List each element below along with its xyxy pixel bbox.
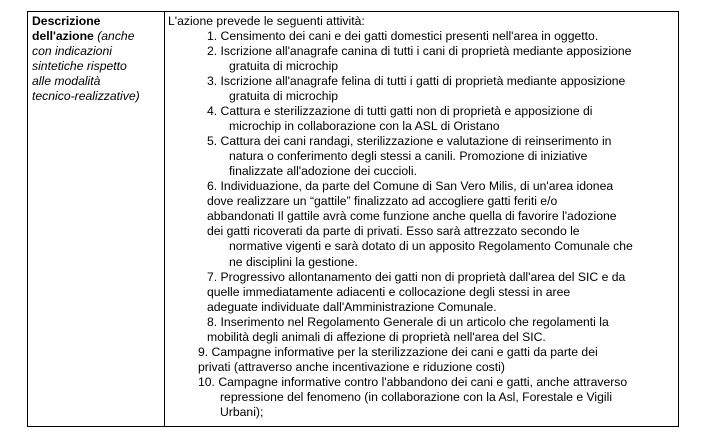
activity-line: 9. Campagne informative per la sterilizzazione dei cani e gatti da parte dei: [198, 344, 598, 359]
activity-line: 6. Individuazione, da parte del Comune di San Vero Milis, di un'area idonea: [207, 179, 614, 194]
field-label-note-line: tecnico-realizzative): [32, 89, 140, 103]
activity-line: gratuita di microchip: [229, 88, 339, 103]
activity-line: ne disciplini la gestione.: [229, 254, 358, 269]
activity-line: 8. Inserimento nel Regolamento Generale di un articolo che regolamenti la: [207, 314, 609, 329]
activity-line: mobilità degli animali di affezione di proprietà nell'area del SIC.: [207, 329, 546, 344]
activity-line: 5. Cattura dei cani randagi, sterilizzazione e valutazione di reinserimento in: [207, 134, 612, 149]
field-content-cell: [168, 14, 676, 419]
activity-line: natura o conferimento degli stessi a canili. Promozione di iniziative: [229, 149, 588, 164]
activity-line: quelle immediatamente adiacenti e collocazione degli stessi in aree: [207, 284, 571, 299]
field-label-note-line: con indicazioni: [32, 44, 112, 58]
field-label-note: [32, 44, 160, 104]
activity-line: privati (attraverso anche incentivazione e riduzione costi): [198, 359, 505, 374]
activity-line: finalizzate all'adozione dei cuccioli.: [229, 164, 417, 179]
activity-line: 1. Censimento dei cani e dei gatti domestici presenti nell'area in oggetto.: [207, 28, 599, 43]
activity-line: 4. Cattura e sterilizzazione di tutti gatti non di proprietà e apposizione di: [207, 104, 593, 118]
activity-line: Urbani);: [220, 405, 264, 419]
activity-line: gratuita di microchip: [229, 58, 339, 73]
activity-line: 2. Iscrizione all'anagrafe canina di tutti i cani di proprietà mediante apposizione: [207, 43, 632, 58]
activity-line: adeguate individuate dall'Amministrazione Comunale.: [207, 299, 497, 314]
action-description-table: [27, 11, 679, 427]
activity-line: dei gatti ricoverati da parte di privati. Esso sarà attrezzato secondo le: [207, 224, 580, 239]
activity-line: normative vigenti e sarà dotato di un apposito Regolamento Comunale che: [229, 239, 633, 254]
activity-line: abbandonati Il gattile avrà come funzione anche quella di favorire l'adozione: [207, 209, 617, 224]
content-intro: L'azione prevede le seguenti attività:: [168, 14, 365, 28]
activity-line: microchip in collaborazione con la ASL di Oristano: [229, 119, 500, 134]
field-label-note-line: alle modalità: [32, 74, 101, 88]
field-label-cell: [32, 14, 160, 104]
column-divider: [164, 12, 165, 426]
field-label-note-line: sintetiche rispetto: [32, 59, 127, 73]
field-label-line-2: dell'azione (anche: [32, 29, 135, 43]
activity-line: 7. Progressivo allontanamento dei gatti non di proprietà dall'area del SIC e da: [207, 269, 626, 284]
field-label-line-1: Descrizione: [32, 14, 101, 28]
activity-line: dove realizzare un “gattile” finalizzato ad accogliere gatti feriti e/o: [207, 194, 558, 209]
activity-line: 3. Iscrizione all'anagrafe felina di tutti i gatti di proprietà mediante apposizione: [207, 73, 626, 88]
activity-line: repressione del fenomeno (in collaborazione con la Asl, Forestale e Vigili: [220, 389, 613, 404]
activity-line: 10. Campagne informative contro l'abbandono dei cani e gatti, anche attraverso: [198, 374, 628, 389]
